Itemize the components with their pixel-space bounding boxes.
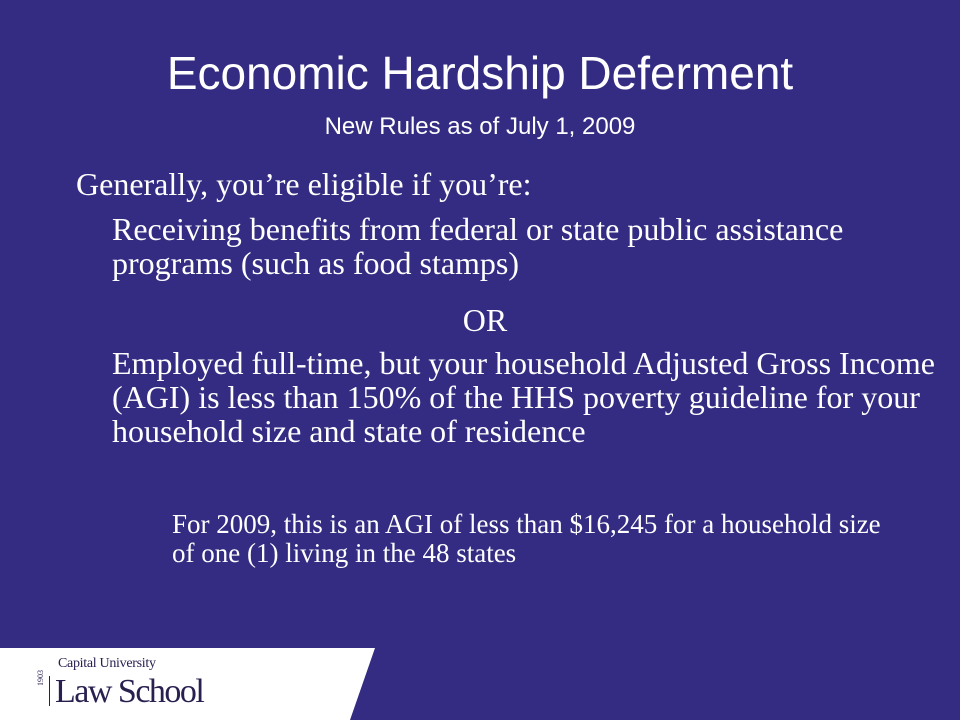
logo-law-school: Law School (55, 673, 204, 710)
slide-subtitle: New Rules as of July 1, 2009 (324, 113, 636, 140)
bullet-public-assistance: Receiving benefits from federal or state public assistance programs (such as food stamps) (112, 211, 844, 281)
slide-title: Economic Hardship Deferment (166, 47, 794, 99)
bullet-employed-full-time: Employed full-time, but your household Adjusted Gross Income (AGI) is less than 150% of the HHS poverty guideline for your household size and state of residence (112, 345, 935, 449)
intro-text: Generally, you’re eligible if you’re: (76, 166, 532, 202)
logo-divider (49, 676, 50, 706)
or-separator: OR (462, 302, 508, 338)
logo-university-name: Capital University (58, 656, 156, 671)
logo-year: 1903 (36, 670, 45, 686)
sub-bullet-agi-2009: For 2009, this is an AGI of less than $16,245 for a household size of one (1) living in the 48 states (172, 509, 881, 568)
